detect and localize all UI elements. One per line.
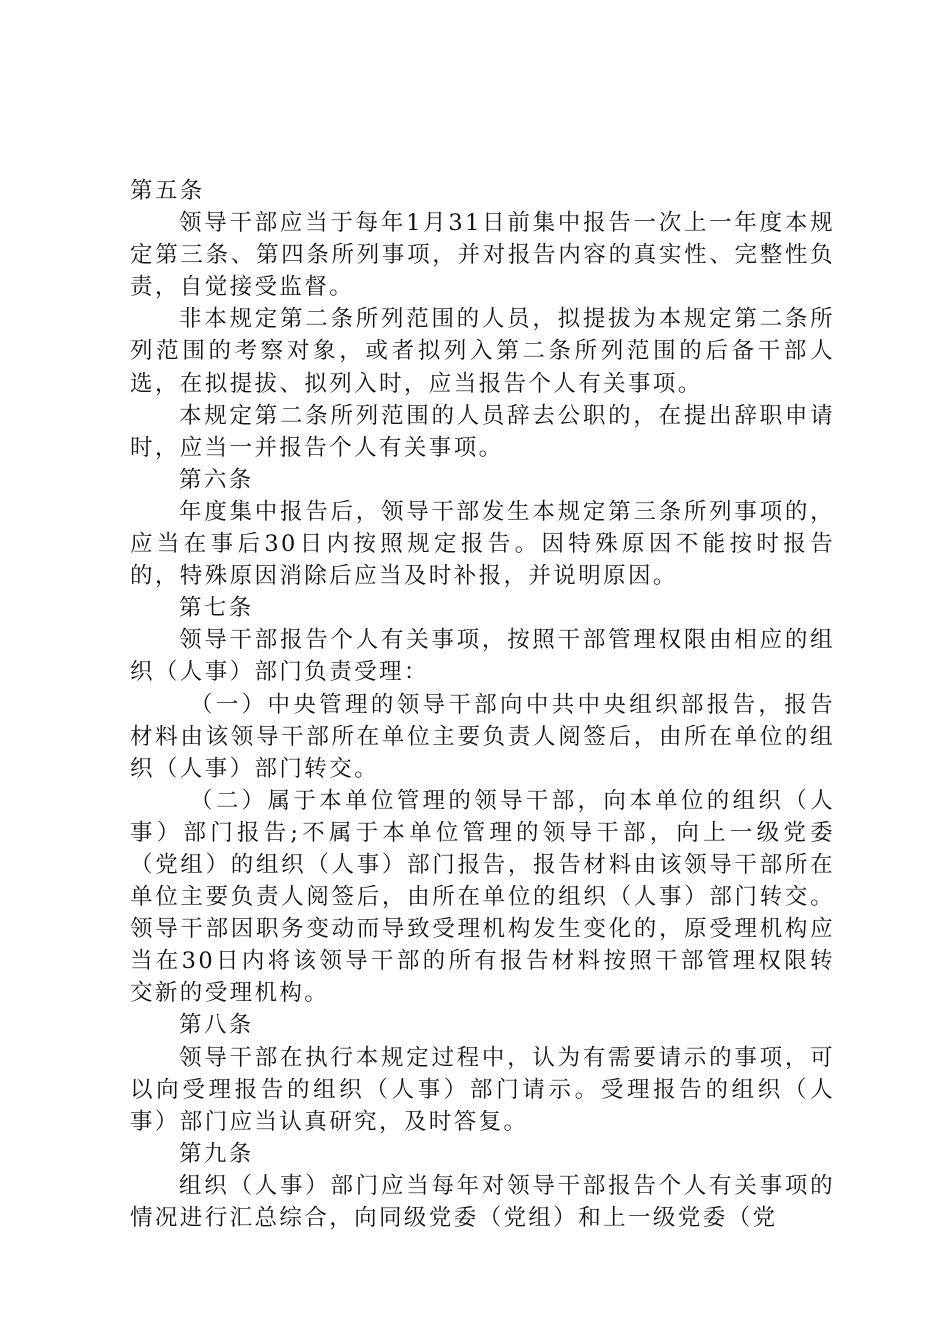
- article-7-heading: 第七条: [179, 595, 254, 622]
- article-7-paragraph: 领导干部报告个人有关事项，按照干部管理权限由相应的组织（人事）部门负责受理：: [130, 627, 835, 686]
- article-5-paragraph-3: 本规定第二条所列范围的人员辞去公职的，在提出辞职申请时，应当一并报告个人有关事项。: [130, 402, 835, 461]
- document-body: [130, 175, 835, 1234]
- article-8-paragraph: 领导干部在执行本规定过程中，认为有需要请示的事项，可以向受理报告的组织（人事）部门请示。受理报告的组织（人事）部门应当认真研究，及时答复。: [130, 1044, 835, 1135]
- article-9-paragraph: 组织（人事）部门应当每年对领导干部报告个人有关事项的情况进行汇总综合，向同级党委（党组）和上一级党委（党: [130, 1172, 835, 1231]
- article-5-heading: 第五条: [130, 178, 205, 204]
- article-6-heading: 第六条: [179, 466, 254, 493]
- article-8-heading: 第八条: [179, 1012, 254, 1039]
- article-5-paragraph-1: 领导干部应当于每年1月31日前集中报告一次上一年度本规定第三条、第四条所列事项，并对报告内容的真实性、完整性负责，自觉接受监督。: [130, 210, 835, 301]
- article-5-paragraph-2: 非本规定第二条所列范围的人员，拟提拔为本规定第二条所列范围的考察对象，或者拟列入第二条所列范围的后备干部人选，在拟提拔、拟列入时，应当报告个人有关事项。: [130, 306, 835, 397]
- article-7-item-2: （二）属于本单位管理的领导干部，向本单位的组织（人事）部门报告;不属于本单位管理的领导干部，向上一级党委（党组）的组织（人事）部门报告，报告材料由该领导干部所在单位主要负责人阅签后，由所在单位的组织（人事）部门转交。领导干部因职务变动而导致受理机构发生变化的，原受理机构应当在30日内将该领导干部的所有报告材料按照干部管理权限转交新的受理机构。: [130, 787, 835, 1007]
- article-6-paragraph: 年度集中报告后，领导干部发生本规定第三条所列事项的，应当在事后30日内按照规定报告。因特殊原因不能按时报告的，特殊原因消除后应当及时补报，并说明原因。: [130, 498, 835, 590]
- article-9-heading: 第九条: [179, 1140, 254, 1167]
- article-7-item-1: （一）中央管理的领导干部向中共中央组织部报告，报告材料由该领导干部所在单位主要负责人阅签后，由所在单位的组织（人事）部门转交。: [130, 691, 835, 782]
